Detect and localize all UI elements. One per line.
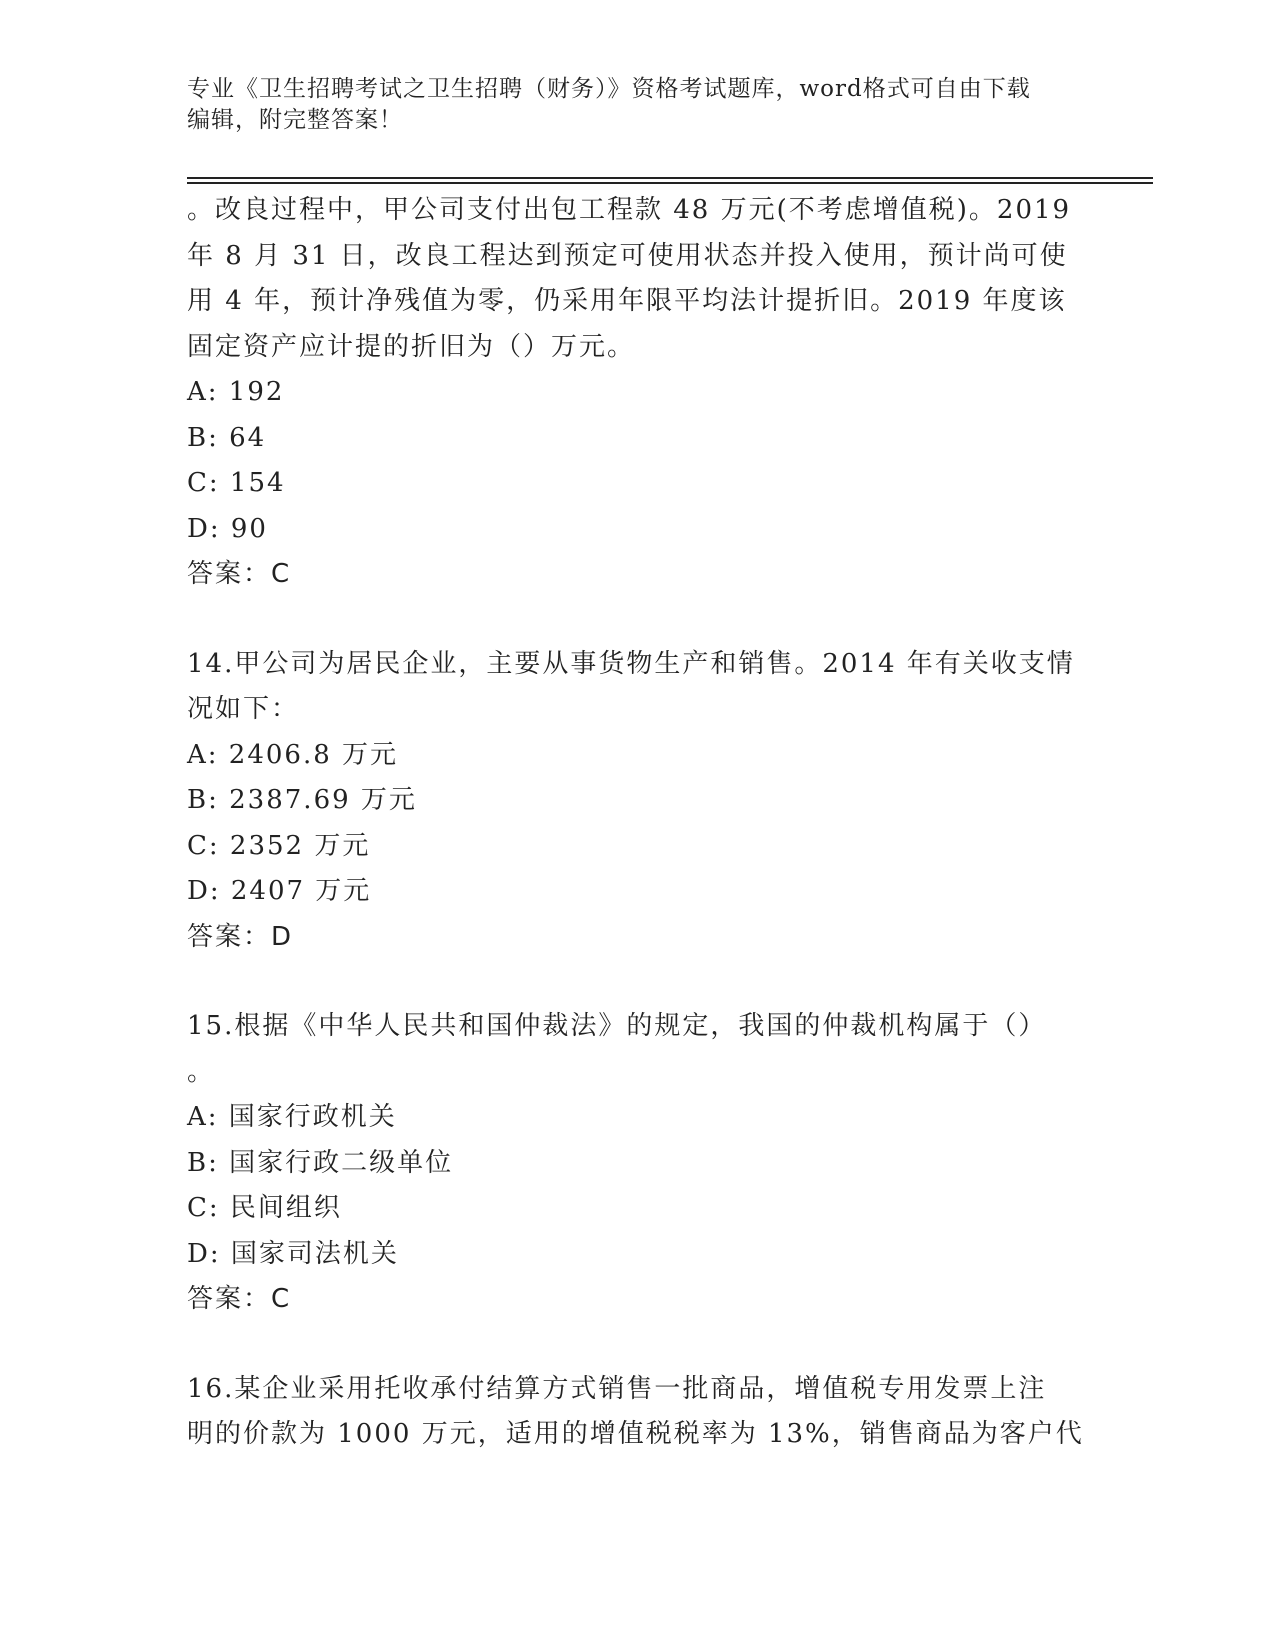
header-line: 专业《卫生招聘考试之卫生招聘（财务）》资格考试题库，word格式可自由下载 bbox=[187, 76, 1031, 102]
question-text-line: 。 bbox=[187, 1056, 216, 1087]
question-text-line: 14.甲公司为居民企业，主要从事货物生产和销售。2014 年有关收支情 bbox=[187, 648, 1075, 679]
option-d: D: 国家司法机关 bbox=[187, 1238, 399, 1269]
option-c: C: 154 bbox=[187, 468, 286, 498]
answer-line: 答案：C bbox=[187, 559, 292, 589]
question-13 bbox=[187, 188, 1087, 598]
question-text-line: 年 8 月 31 日，改良工程达到预定可使用状态并投入使用，预计尚可使 bbox=[187, 240, 1068, 271]
header-rule bbox=[187, 177, 1153, 179]
question-text-line: 况如下： bbox=[187, 694, 300, 724]
spacer bbox=[187, 960, 1087, 1004]
header-line: 编辑，附完整答案！ bbox=[187, 107, 403, 133]
option-b: B: 国家行政二级单位 bbox=[187, 1147, 454, 1178]
option-b: B: 64 bbox=[187, 422, 267, 453]
question-content bbox=[187, 188, 1087, 1458]
spacer bbox=[187, 1323, 1087, 1367]
option-c: C: 民间组织 bbox=[187, 1193, 342, 1223]
question-15 bbox=[187, 1004, 1087, 1323]
question-text-line: 固定资产应计提的折旧为（）万元。 bbox=[187, 331, 636, 362]
option-a: A: 2406.8 万元 bbox=[187, 739, 399, 770]
header-rule bbox=[187, 182, 1153, 184]
question-16 bbox=[187, 1367, 1087, 1458]
page-header bbox=[187, 74, 1067, 136]
option-d: D: 2407 万元 bbox=[187, 876, 372, 906]
option-d: D: 90 bbox=[187, 513, 268, 544]
option-a: A: 国家行政机关 bbox=[187, 1102, 397, 1132]
option-a: A: 192 bbox=[187, 377, 285, 407]
option-c: C: 2352 万元 bbox=[187, 830, 371, 861]
question-text-line: 16.某企业采用托收承付结算方式销售一批商品，增值税专用发票上注 bbox=[187, 1373, 1047, 1404]
answer-line: 答案：C bbox=[187, 1284, 292, 1314]
question-text-line: 明的价款为 1000 万元，适用的增值税税率为 13%，销售商品为客户代 bbox=[187, 1419, 1084, 1449]
question-14 bbox=[187, 642, 1087, 961]
answer-line: 答案：D bbox=[187, 921, 294, 952]
spacer bbox=[187, 598, 1087, 642]
option-b: B: 2387.69 万元 bbox=[187, 785, 417, 815]
question-text-line: 。改良过程中，甲公司支付出包工程款 48 万元(不考虑增值税)。2019 bbox=[187, 195, 1072, 225]
question-text-line: 15.根据《中华人民共和国仲裁法》的规定，我国的仲裁机构属于（） bbox=[187, 1011, 1047, 1041]
question-text-line: 用 4 年，预计净残值为零，仍采用年限平均法计提折旧。2019 年度该 bbox=[187, 286, 1067, 316]
